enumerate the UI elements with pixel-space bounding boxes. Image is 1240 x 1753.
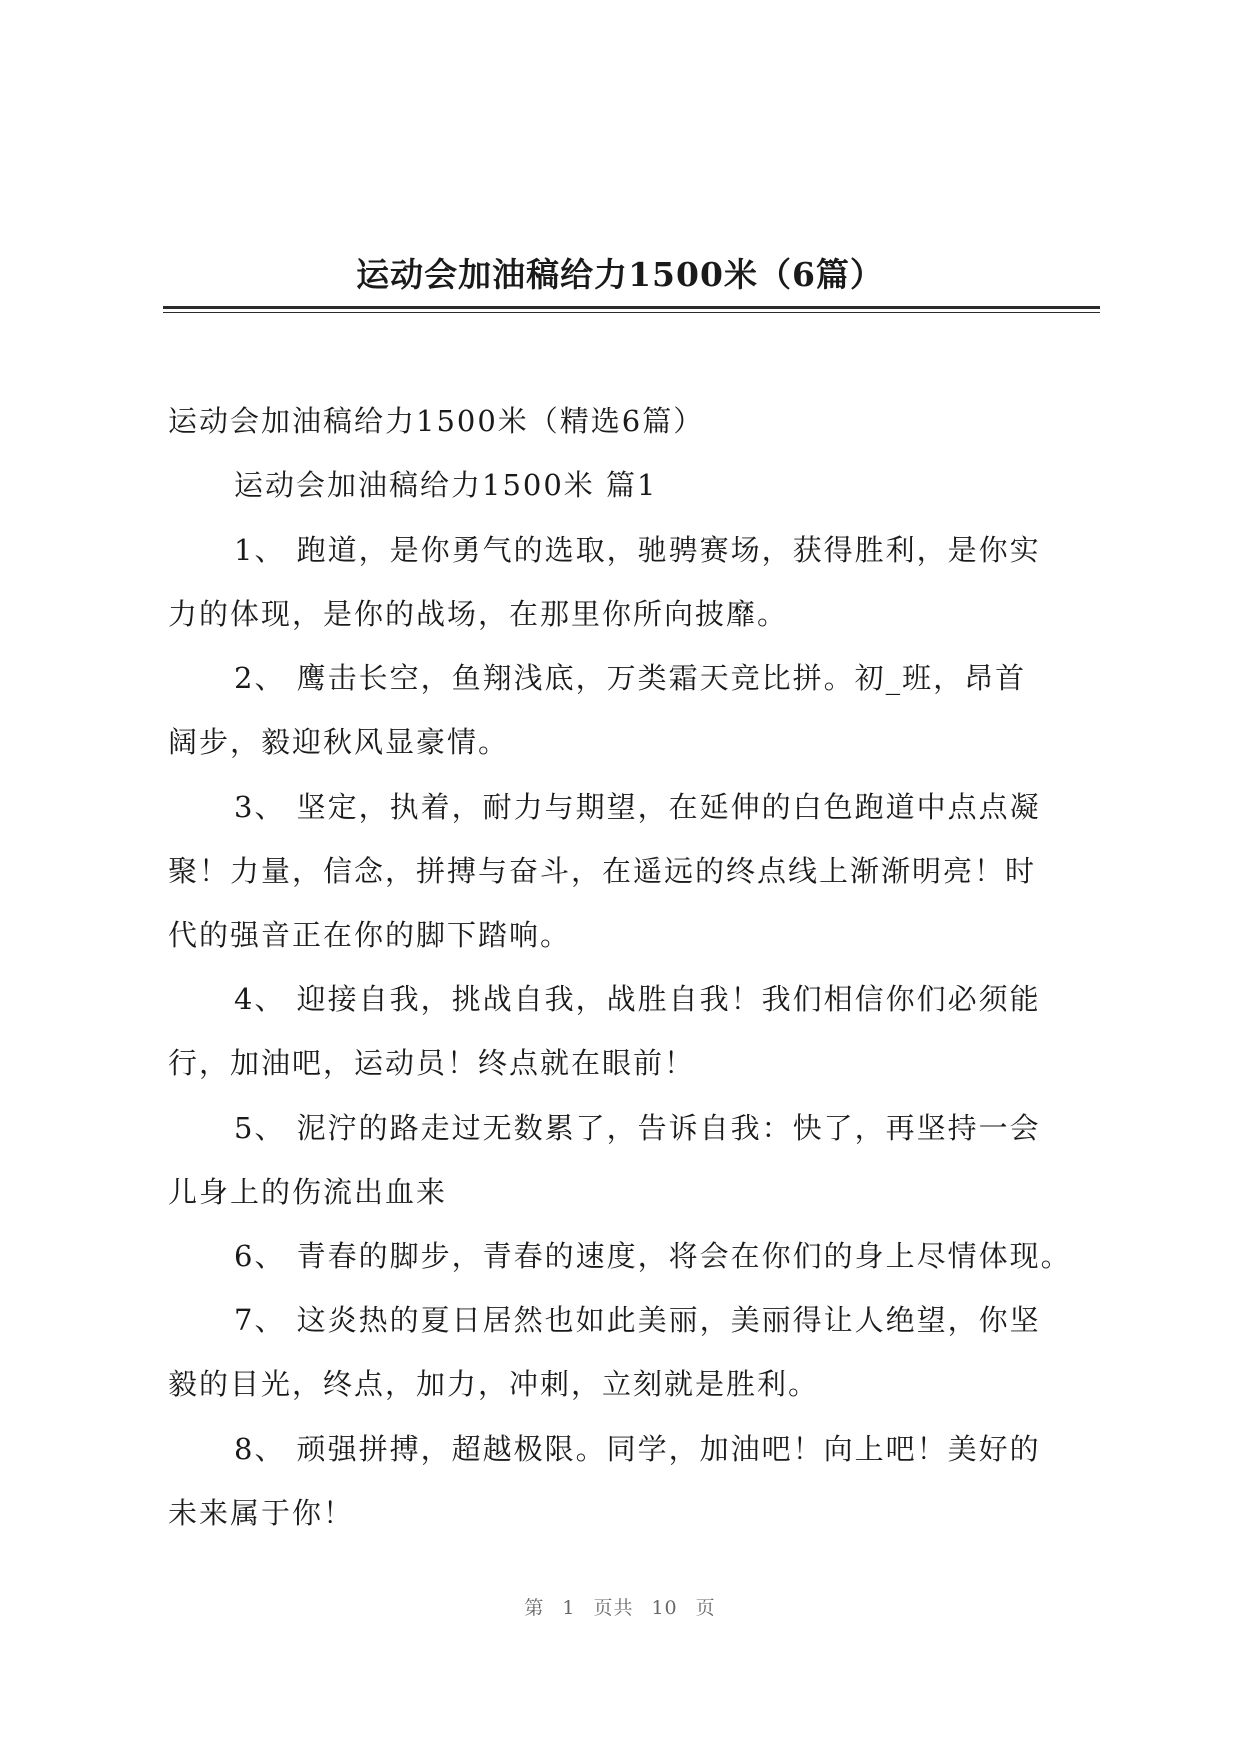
paragraph-line: 未来属于你！	[168, 1496, 355, 1530]
section-heading: 运动会加油稿给力1500米 篇1	[234, 468, 658, 502]
paragraph-line: 毅的目光，终点，加力，冲刺，立刻就是胜利。	[168, 1367, 820, 1401]
footer-label-of: 页共	[593, 1597, 634, 1619]
paragraph-line: 6、 青春的脚步，青春的速度，将会在你们的身上尽情体现。	[234, 1239, 1072, 1273]
paragraph-line: 7、 这炎热的夏日居然也如此美丽，美丽得让人绝望，你坚	[234, 1303, 1041, 1337]
paragraph-line: 代的强音正在你的脚下踏响。	[168, 918, 572, 952]
paragraph-line: 5、 泥泞的路走过无数累了，告诉自我：快了，再坚持一会	[234, 1111, 1041, 1145]
paragraph-line: 聚！力量，信念，拼搏与奋斗，在遥远的终点线上渐渐明亮！时	[168, 854, 1037, 888]
paragraph-line: 行，加油吧，运动员！终点就在眼前！	[168, 1046, 696, 1080]
title-rule-thick	[163, 306, 1100, 309]
paragraph-line: 4、 迎接自我，挑战自我，战胜自我！我们相信你们必须能	[234, 982, 1041, 1016]
footer-total-pages: 10	[651, 1597, 678, 1619]
page-footer	[0, 1593, 1240, 1620]
document-title: 运动会加油稿给力1500米（6篇）	[356, 255, 884, 294]
paragraph-line: 力的体现，是你的战场，在那里你所向披靡。	[168, 597, 789, 631]
footer-label-page: 第	[524, 1597, 545, 1619]
paragraph-line: 1、 跑道，是你勇气的选取，驰骋赛场，获得胜利，是你实	[234, 533, 1041, 567]
footer-label-pages: 页	[695, 1597, 716, 1619]
paragraph-line: 3、 坚定，执着，耐力与期望，在延伸的白色跑道中点点凝	[234, 790, 1041, 824]
document-subtitle: 运动会加油稿给力1500米（精选6篇）	[168, 404, 705, 438]
paragraph-line: 儿身上的伤流出血来	[168, 1175, 448, 1209]
paragraph-line: 8、 顽强拼搏，超越极限。同学，加油吧！向上吧！美好的	[234, 1432, 1041, 1466]
footer-current-page: 1	[562, 1597, 576, 1619]
paragraph-line: 阔步，毅迎秋风显豪情。	[168, 725, 510, 759]
paragraph-line: 2、 鹰击长空，鱼翔浅底，万类霜天竞比拼。初_班，昂首	[234, 661, 1027, 695]
title-rule-thin	[163, 312, 1100, 313]
